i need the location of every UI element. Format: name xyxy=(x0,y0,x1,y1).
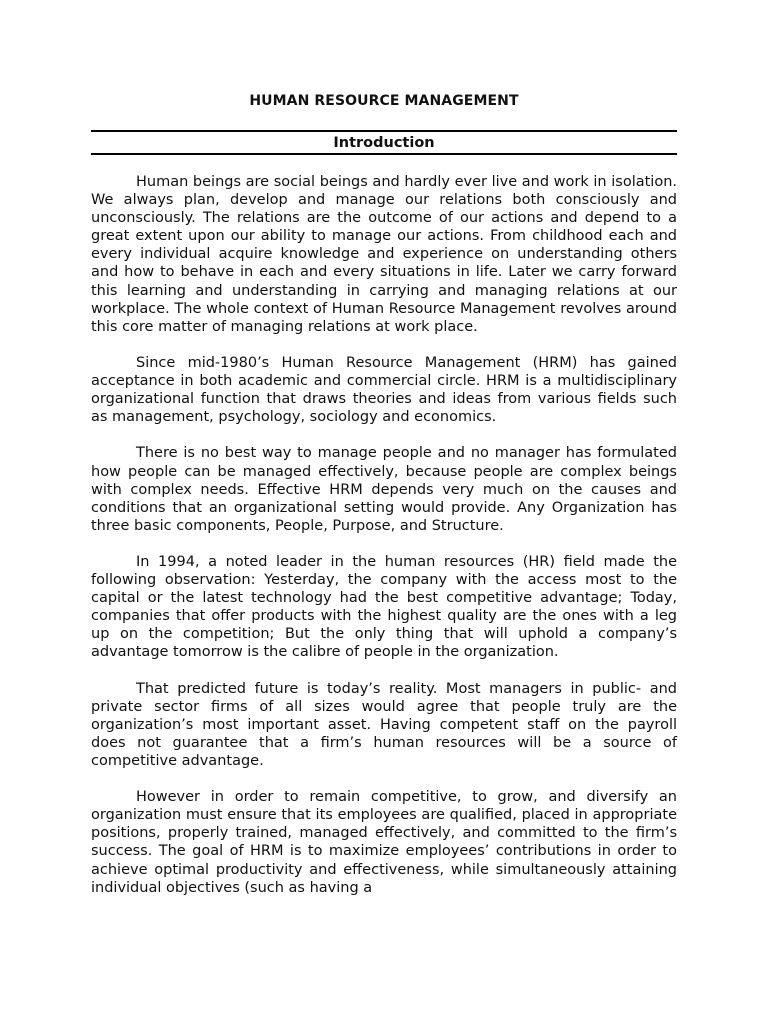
document-title: HUMAN RESOURCE MANAGEMENT xyxy=(249,93,519,109)
paragraph-1: Human beings are social beings and hardly ever live and work in isolation. We always plan, develop and manage our relations both consciously and unconsciously. The relations are the outcome of our actions and depend to a great extent upon our ability to manage our actions. From childhood each and every individual acquire knowledge and experience on understanding others and how to behave in each and every situations in life. Later we carry forward this learning and understanding in carrying and managing relations at our workplace. The whole context of Human Resource Management revolves around this core matter of managing relations at work place. xyxy=(91,174,677,335)
paragraph-3: There is no best way to manage people and no manager has formulated how people can be managed effectively, because people are complex beings with complex needs. Effective HRM depends very much on the causes and conditions that an organizational setting would provide. Any Organization has three basic components, People, Purpose, and Structure. xyxy=(91,445,677,534)
paragraph-5: That predicted future is today’s reality. Most managers in public- and private sector firms of all sizes would agree that people truly are the organization’s most important asset. Having competent staff on the payroll does not guarantee that a firm’s human resources will be a source of competitive advantage. xyxy=(91,680,677,769)
document-page xyxy=(91,92,677,915)
paragraph-4: In 1994, a noted leader in the human resources (HR) field made the following observation: Yesterday, the company with the access most to the capital or the latest technology had the best competitive advantage; Today, companies that offer products with the highest quality are the ones with a leg up on the competition; But the only thing that will uphold a company’s advantage tomorrow is the calibre of people in the organization. xyxy=(91,553,677,661)
paragraph-6: However in order to remain competitive, to grow, and diversify an organization must ensure that its employees are qualified, placed in appropriate positions, properly trained, managed effectively, and committed to the firm’s success. The goal of HRM is to maximize employees’ contributions in order to achieve optimal productivity and effectiveness, while simultaneously attaining individual objectives (such as having a xyxy=(91,789,677,896)
paragraph-2: Since mid-1980’s Human Resource Management (HRM) has gained acceptance in both academic and commercial circle. HRM is a multidisciplinary organizational function that draws theories and ideas from various fields such as management, psychology, sociology and economics. xyxy=(91,354,677,426)
section-heading-introduction: Introduction xyxy=(91,130,677,155)
